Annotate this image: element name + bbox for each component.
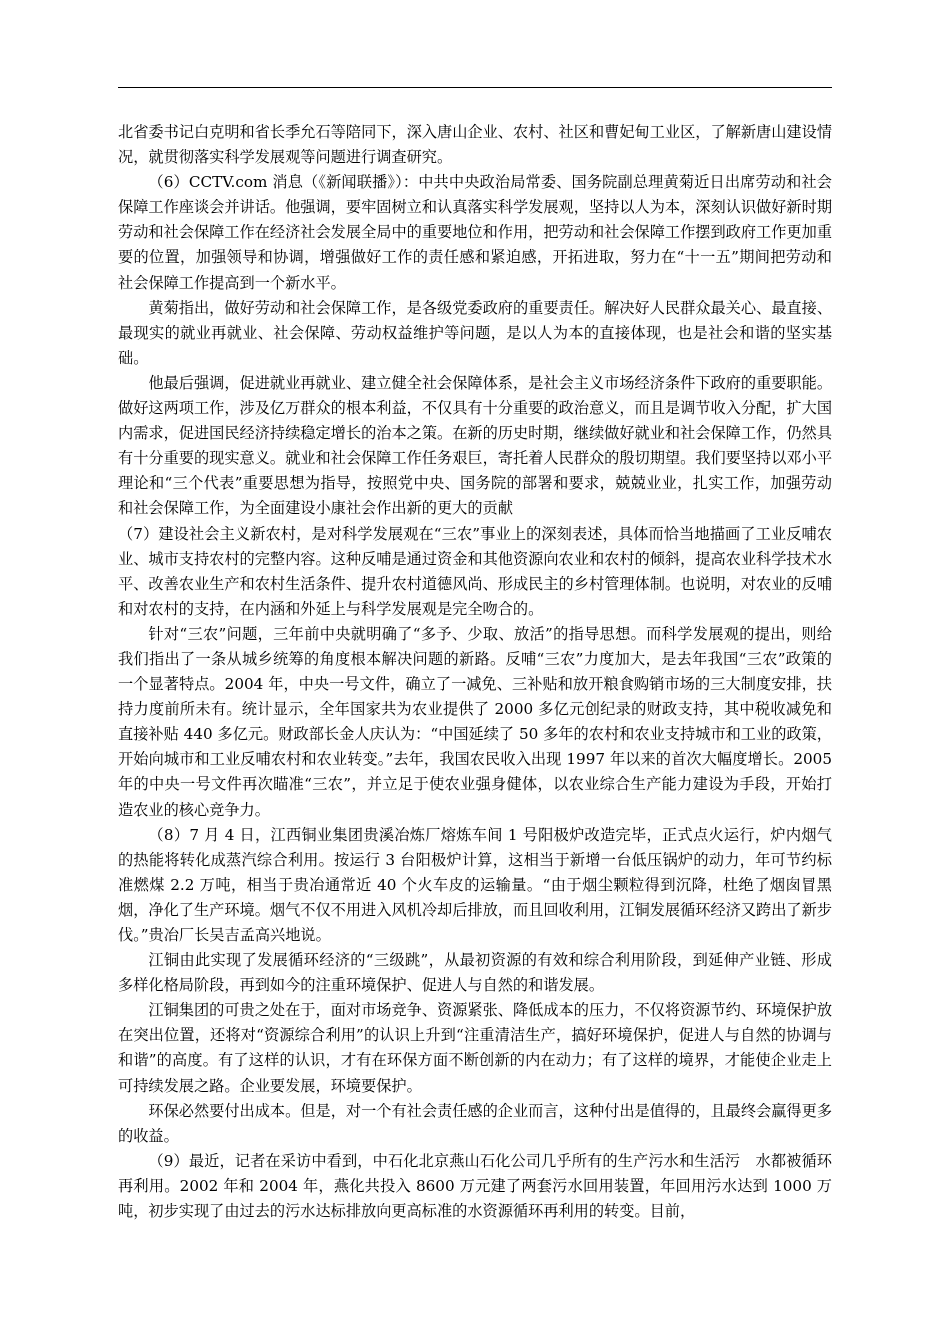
paragraph-huangju-1: 黄菊指出，做好劳动和社会保障工作，是各级党委政府的重要责任。解决好人民群众最关心、最直接、最现实的就业再就业、社会保障、劳动权益维护等问题，是以人为本的直接体现，也是社会和谐的坚实基础。	[118, 298, 832, 367]
paragraph-sannong: 针对“三农”问题，三年前中央就明确了“多予、少取、放活”的指导思想。而科学发展观的提出，则给我们指出了一条从城乡统筹的角度根本解决问题的新路。反哺“三农”力度加大，是去年我国“三农”政策的一个显著特点。2004 年，中央一号文件，确立了一减免、三补贴和放开粮食购销市场的三大制度安排，扶持力度前所未有。统计显示，全年国家共为农业提供了 2000 多亿元创纪录的财政支持，其中税收减免和直接补贴 440 多亿元。财政部长金人庆认为：“中国延续了 50 多年的农村和农业支持城市和工业的政策，开始向城市和工业反哺农村和农业转变。”去年，我国农民收入出现 1997 年以来的首次大幅度增长。2005 年的中央一号文件再次瞄准“三农”，并立足于使农业强身健体，以农业综合生产能力建设为手段，开始打造农业的核心竞争力。	[118, 624, 832, 819]
paragraph-huanbao: 环保必然要付出成本。但是，对一个有社会责任感的企业而言，这种付出是值得的，且最终会赢得更多的收益。	[118, 1101, 832, 1145]
paragraph-6: （6）CCTV.com 消息（《新闻联播》）：中共中央政治局常委、国务院副总理黄菊近日出席劳动和社会保障工作座谈会并讲话。他强调，要牢固树立和认真落实科学发展观，坚持以人为本，深刻认识做好新时期劳动和社会保障工作在经济社会发展全局中的重要地位和作用，把劳动和社会保障工作摆到政府工作更加重要的位置，加强领导和协调，增强做好工作的责任感和紧迫感，开拓进取，努力在“十一五”期间把劳动和社会保障工作提高到一个新水平。	[118, 173, 832, 292]
document-body	[118, 120, 832, 1224]
paragraph-continued: 北省委书记白克明和省长季允石等陪同下，深入唐山企业、农村、社区和曹妃甸工业区，了解新唐山建设情况，就贯彻落实科学发展观等问题进行调查研究。	[118, 123, 832, 167]
paragraph-9: （9）最近，记者在采访中看到，中石化北京燕山石化公司几乎所有的生产污水和生活污 水都被循环再利用。2002 年和 2004 年，燕化共投入 8600 万元建了两套污水回用装置，年回用污水达到 1000 万吨，初步实现了由过去的污水达标排放向更高标准的水资源循环再利用的转变。目前，	[118, 1151, 832, 1221]
paragraph-jiangtong-1: 江铜由此实现了发展循环经济的“三级跳”，从最初资源的有效和综合利用阶段，到延伸产业链、形成多样化格局阶段，再到如今的注重环境保护、促进人与自然的和谐发展。	[118, 951, 832, 995]
paragraph-jiangtong-2: 江铜集团的可贵之处在于，面对市场竞争、资源紧张、降低成本的压力，不仅将资源节约、环境保护放在突出位置，还将对“资源综合利用”的认识上升到“注重清洁生产，搞好环境保护，促进人与自然的协调与和谐”的高度。有了这样的认识，才有在环保方面不断创新的内在动力；有了这样的境界，才能使企业走上可持续发展之路。企业要发展，环境要保护。	[118, 1001, 832, 1095]
paragraph-8: （8）7 月 4 日，江西铜业集团贵溪冶炼厂熔炼车间 1 号阳极炉改造完毕，正式点火运行，炉内烟气的热能将转化成蒸汽综合利用。按运行 3 台阳极炉计算，这相当于新增一台低压锅炉的动力，年可节约标准燃煤 2.2 万吨，相当于贵冶通常近 40 个火车皮的运输量。“由于烟尘颗粒得到沉降，杜绝了烟囱冒黑烟，净化了生产环境。烟气不仅不用进入风机冷却后排放，而且回收利用，江铜发展循环经济又跨出了新步伐。”贵冶厂长吴吉孟高兴地说。	[118, 825, 832, 944]
header-rule	[118, 87, 832, 88]
paragraph-huangju-2: 他最后强调，促进就业再就业、建立健全社会保障体系，是社会主义市场经济条件下政府的重要职能。做好这两项工作，涉及亿万群众的根本利益，不仅具有十分重要的政治意义，而且是调节收入分配，扩大国内需求，促进国民经济持续稳定增长的治本之策。在新的历史时期，继续做好就业和社会保障工作，仍然具有十分重要的现实意义。就业和社会保障工作任务艰巨，寄托着人民群众的殷切期望。我们要坚持以邓小平理论和“三个代表”重要思想为指导，按照党中央、国务院的部署和要求，兢兢业业，扎实工作，加强劳动和社会保障工作，为全面建设小康社会作出新的更大的贡献	[118, 373, 832, 518]
paragraph-7: （7）建设社会主义新农村，是对科学发展观在“三农”事业上的深刻表述，具体而恰当地描画了工业反哺农业、城市支持农村的完整内容。这种反哺是通过资金和其他资源向农业和农村的倾斜，提高农业科学技术水平、改善农业生产和农村生活条件、提升农村道德风尚、形成民主的乡村管理体制。也说明，对农业的反哺和对农村的支持，在内涵和外延上与科学发展观是完全吻合的。	[118, 524, 832, 618]
